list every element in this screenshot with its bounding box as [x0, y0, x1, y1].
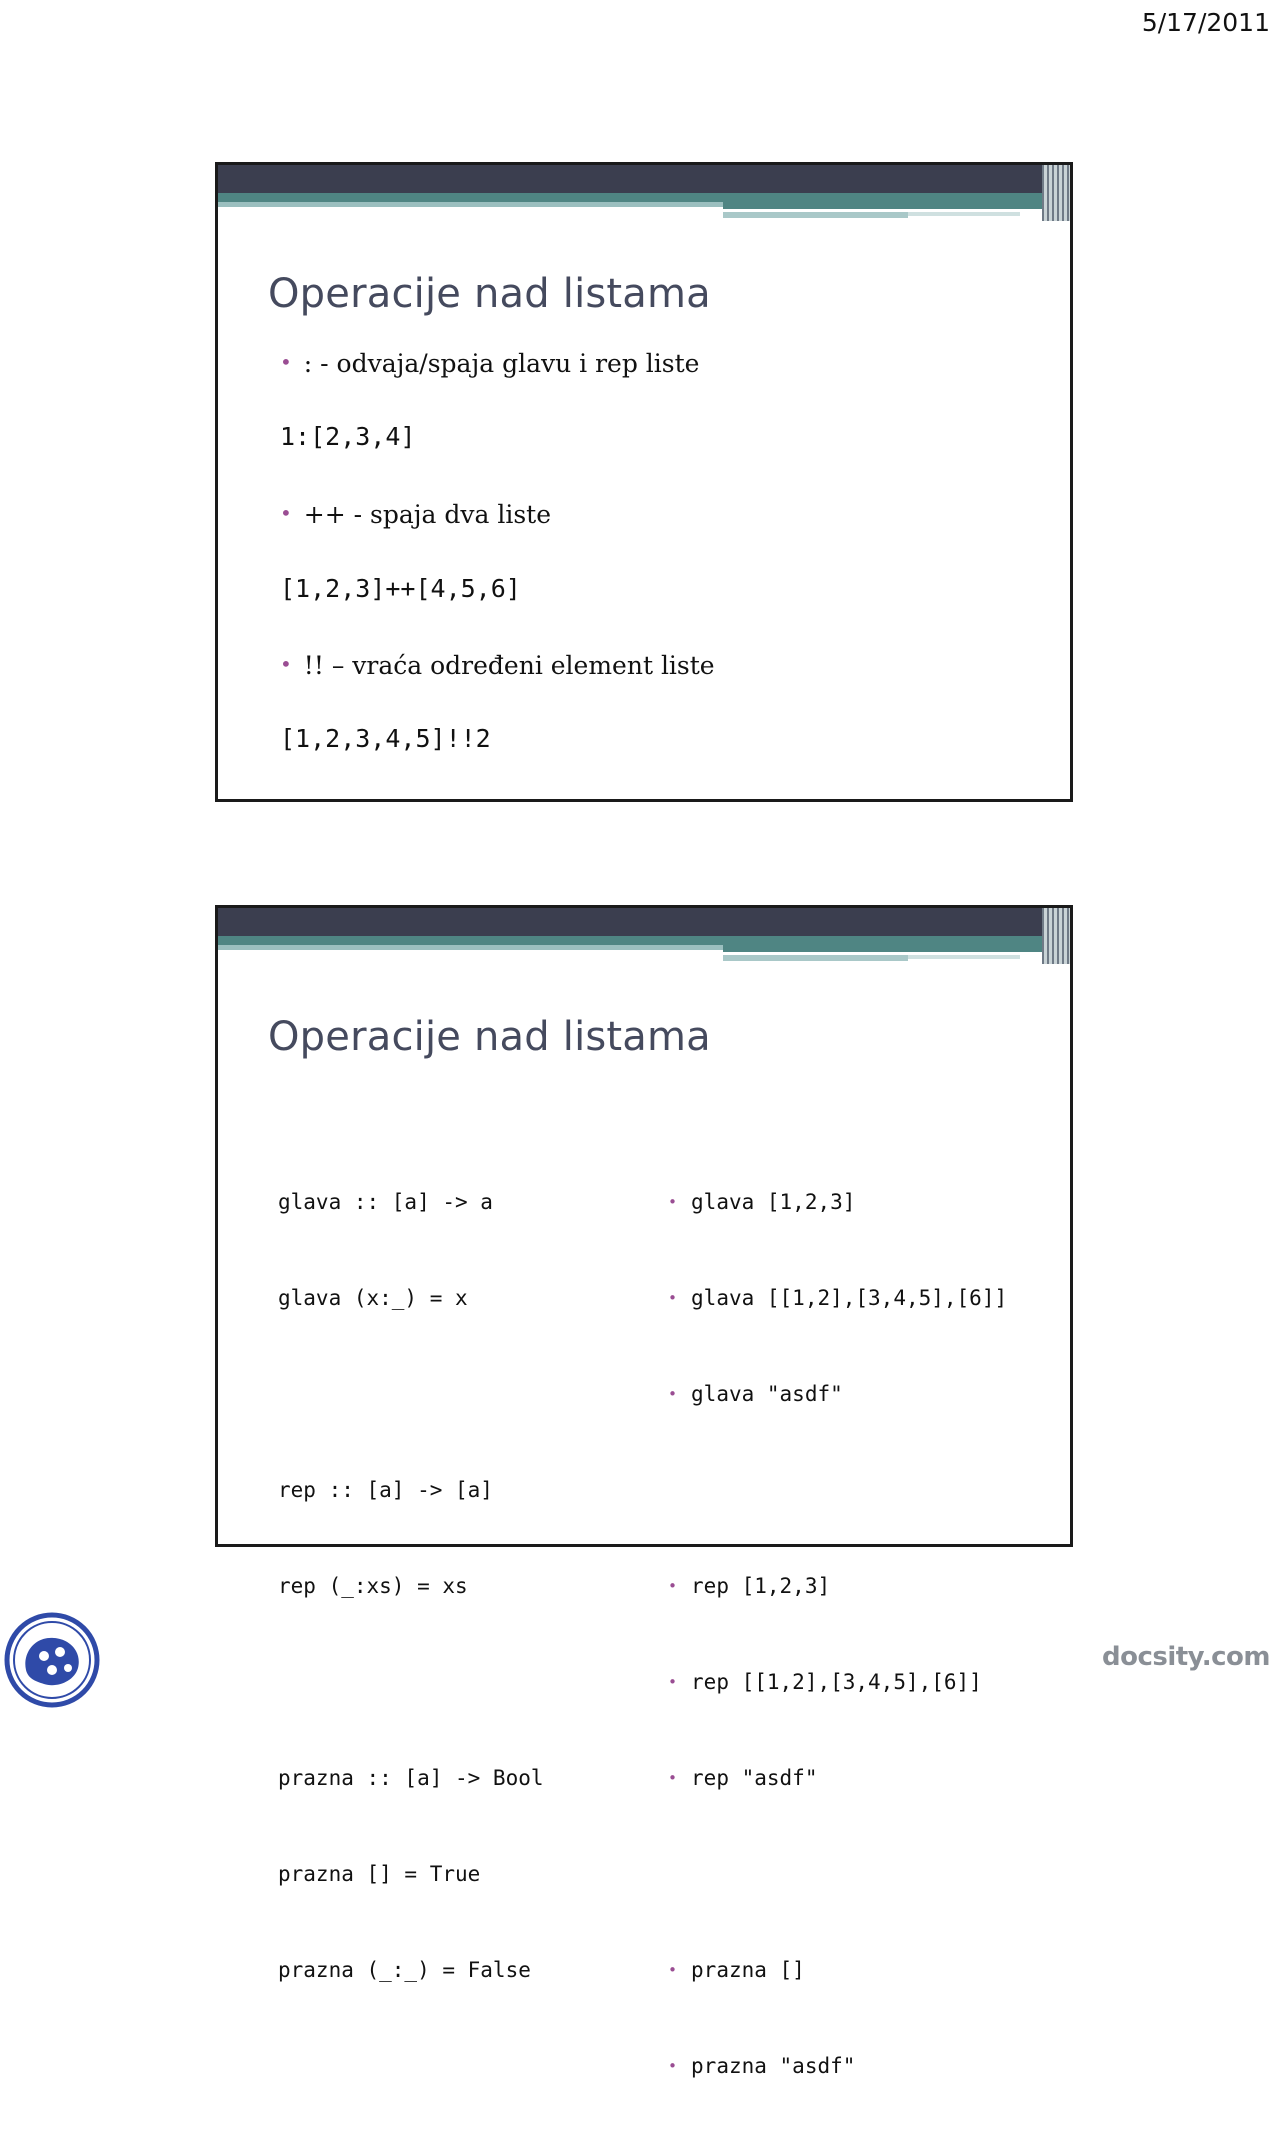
bullet-text: glava [1,2,3] — [691, 1190, 856, 1214]
bullet-item — [668, 1378, 1007, 1410]
code-line: glava (x:_) = x — [278, 1286, 468, 1310]
bullet-item — [668, 2050, 1007, 2082]
bullet-dot-icon: • — [668, 1577, 678, 1595]
code-definitions — [278, 1122, 544, 2050]
code-line: prazna [] = True — [278, 1862, 481, 1886]
bullet-dot-icon: • — [668, 1769, 678, 1787]
slide-title: Operacije nad listama — [268, 1014, 711, 1060]
bullet-text: !! – vraća određeni element liste — [303, 651, 715, 680]
bullet-item — [280, 651, 715, 680]
bullet-dot-icon: • — [668, 1673, 678, 1691]
code-example: [1,2,3,4,5]!!2 — [280, 724, 491, 753]
slide-1 — [215, 162, 1073, 802]
bullet-dot-icon: • — [668, 1961, 678, 1979]
bullet-text: rep "asdf" — [691, 1766, 818, 1790]
slide-header-band — [218, 165, 1070, 227]
bullet-item — [668, 1762, 1007, 1794]
bullet-item — [668, 1186, 1007, 1218]
bullet-text: ++ - spaja dva liste — [303, 500, 552, 529]
bullet-dot-icon: • — [280, 350, 292, 374]
docsity-logo-icon[interactable] — [4, 1612, 100, 1708]
bullet-text: prazna [] — [691, 1958, 805, 1982]
bullet-item — [668, 1282, 1007, 1314]
bullet-item — [280, 349, 699, 378]
bullet-item — [668, 1954, 1007, 1986]
bullet-dot-icon: • — [668, 2057, 678, 2075]
bullet-text: prazna "asdf" — [691, 2054, 856, 2078]
slide-header-band — [218, 908, 1070, 970]
code-example: [1,2,3]++[4,5,6] — [280, 574, 521, 603]
bullet-text: glava [[1,2],[3,4,5],[6]] — [691, 1286, 1008, 1310]
slide-title: Operacije nad listama — [268, 271, 711, 317]
bullet-text: rep [[1,2],[3,4,5],[6]] — [691, 1670, 982, 1694]
bullet-dot-icon: • — [668, 1385, 678, 1403]
code-line: rep :: [a] -> [a] — [278, 1478, 493, 1502]
code-examples — [668, 1122, 1007, 2146]
page-date: 5/17/2011 — [1141, 8, 1270, 37]
bullet-text: glava "asdf" — [691, 1382, 843, 1406]
bullet-text: : - odvaja/spaja glavu i rep liste — [303, 349, 700, 378]
code-line: prazna (_:_) = False — [278, 1958, 531, 1982]
brand-name[interactable]: docsity.com — [1101, 1642, 1270, 1672]
bullet-dot-icon: • — [280, 652, 292, 676]
bullet-item — [668, 1570, 1007, 1602]
code-example: 1:[2,3,4] — [280, 422, 416, 451]
bullet-text: rep [1,2,3] — [691, 1574, 831, 1598]
code-line: prazna :: [a] -> Bool — [278, 1766, 544, 1790]
bullet-item — [280, 500, 551, 529]
bullet-item — [668, 1666, 1007, 1698]
code-line: rep (_:xs) = xs — [278, 1574, 468, 1598]
bullet-dot-icon: • — [668, 1289, 678, 1307]
code-line: glava :: [a] -> a — [278, 1190, 493, 1214]
bullet-dot-icon: • — [668, 1193, 678, 1211]
bullet-dot-icon: • — [280, 501, 292, 525]
slide-2 — [215, 905, 1073, 2078]
